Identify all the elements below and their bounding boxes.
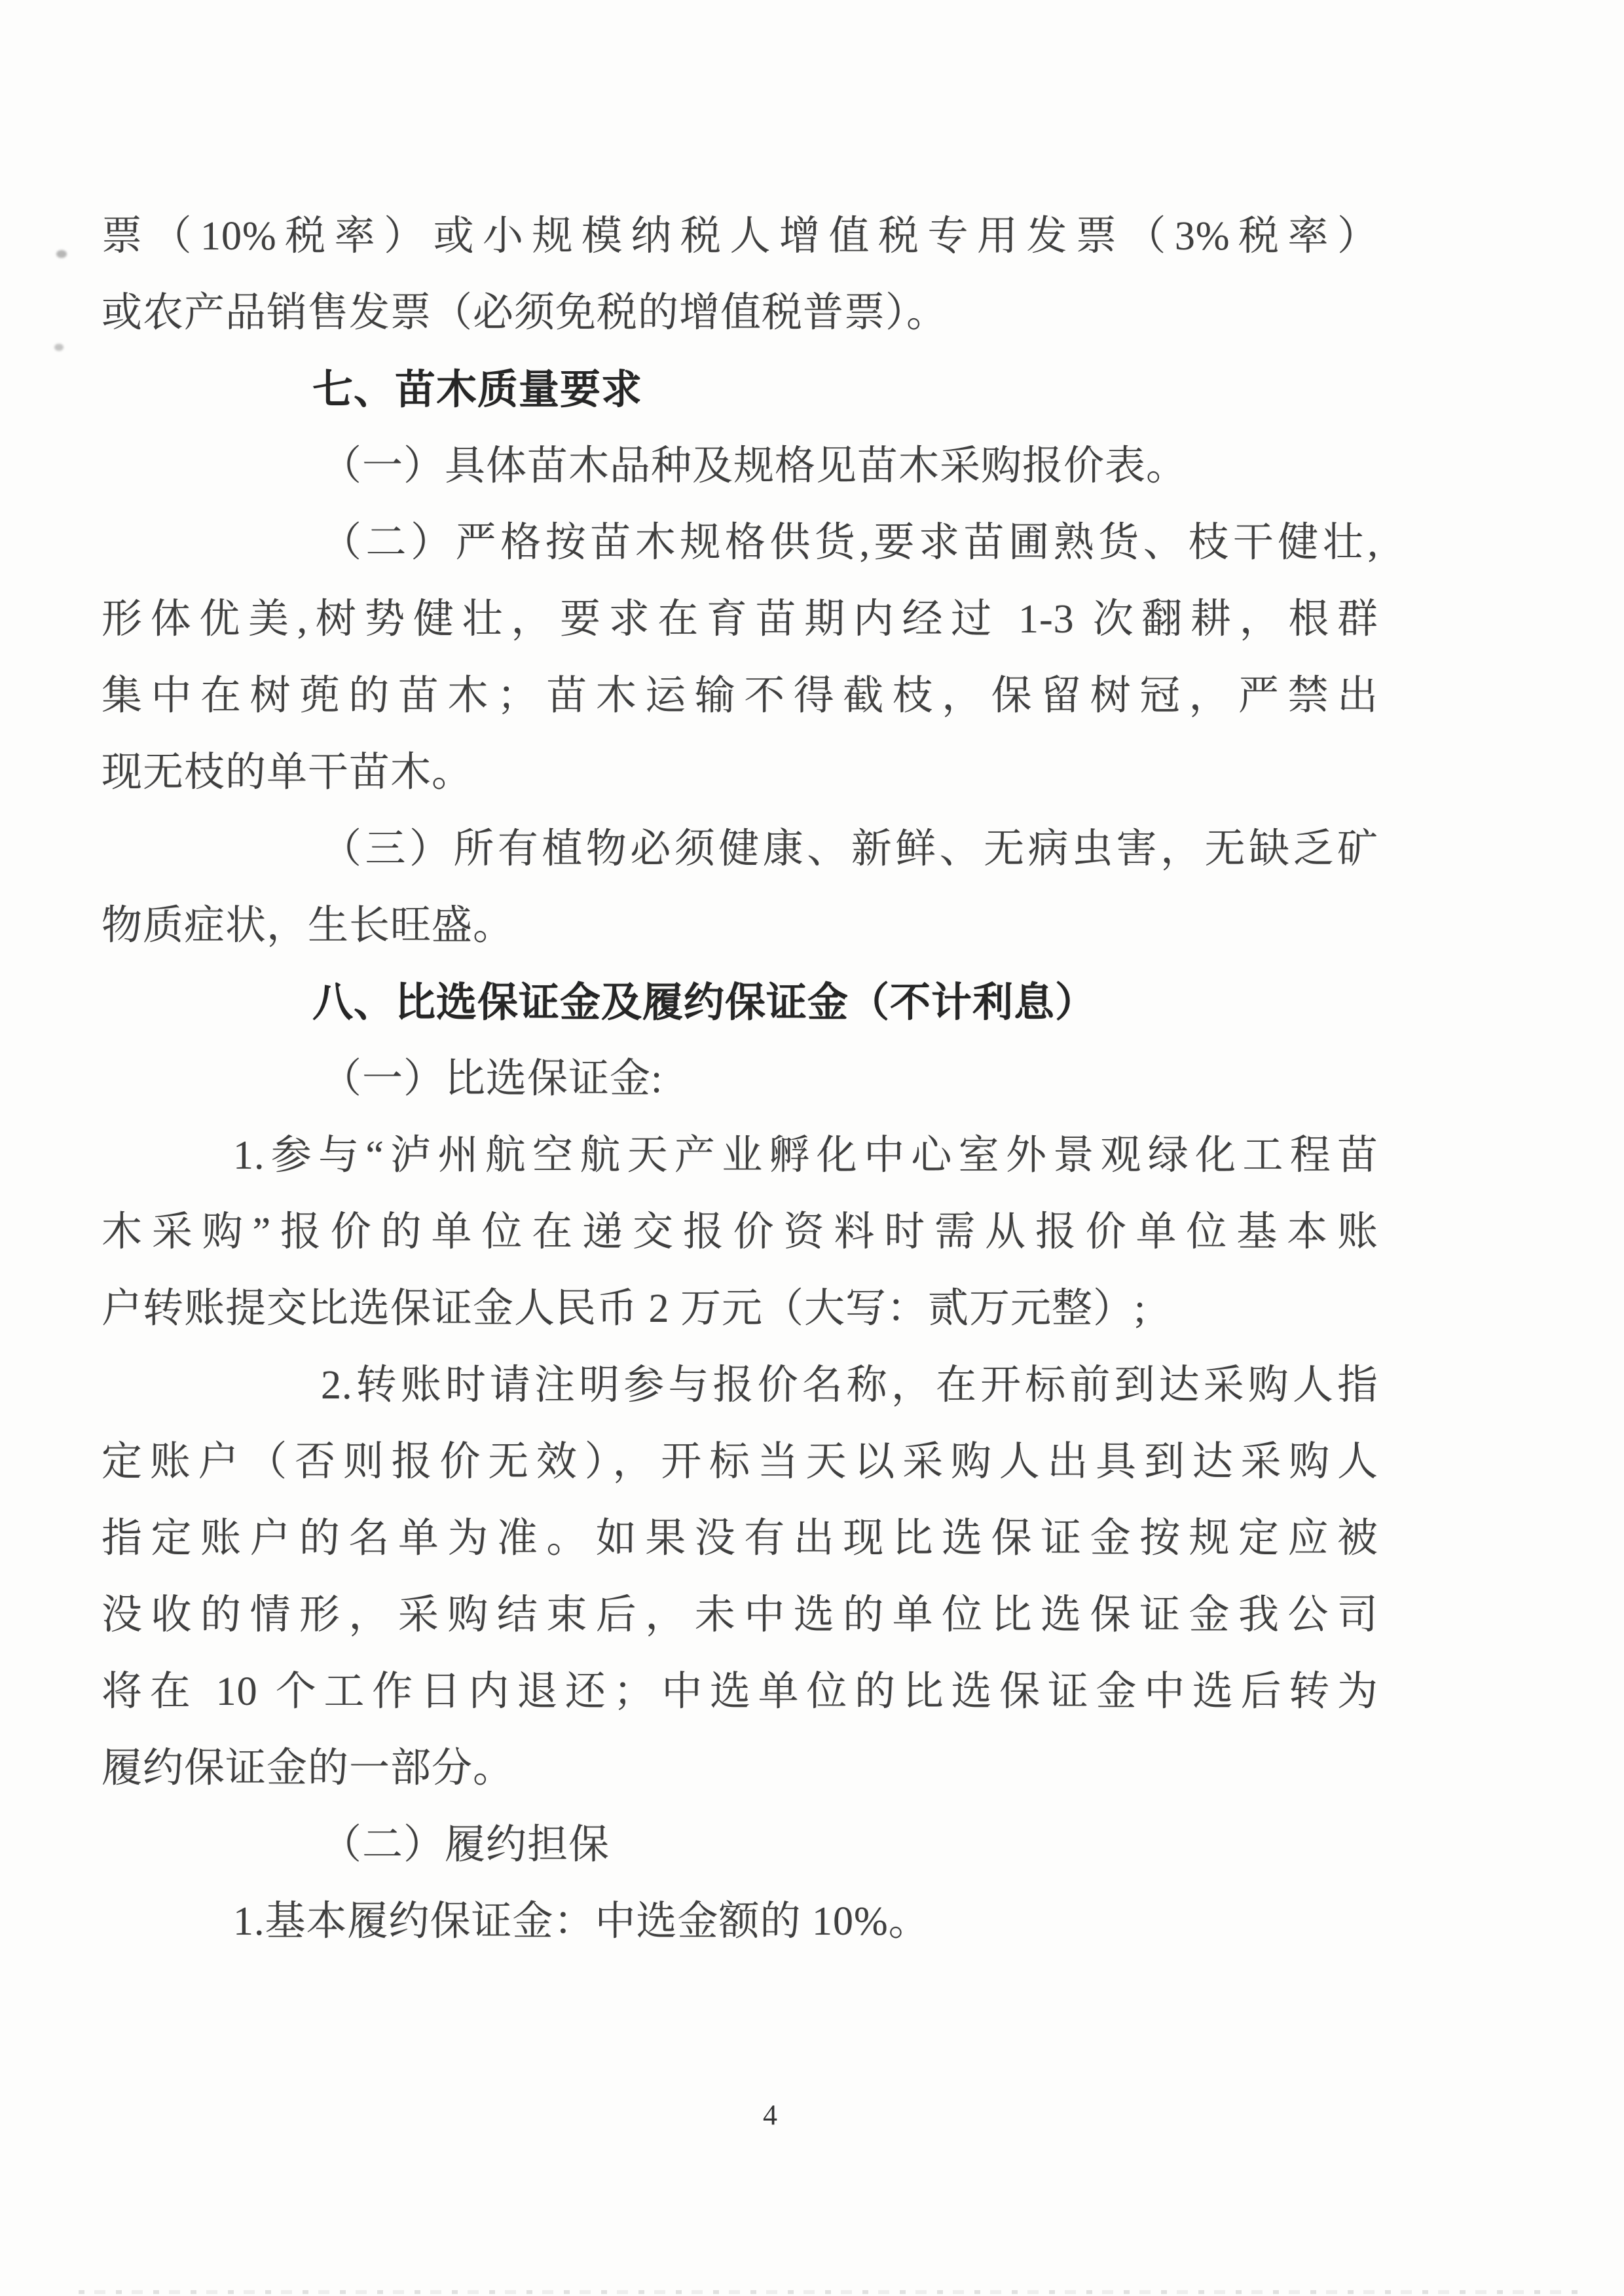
paragraph-line: 户转账提交比选保证金人民币 2 万元（大写：贰万元整）; xyxy=(101,1286,1147,1331)
paragraph-line: 票（10%税率）或小规模纳税人增值税专用发票（3%税率） xyxy=(101,214,1378,259)
paragraph-line: （三）所有植物必须健康、新鲜、无病虫害，无缺乏矿 xyxy=(321,827,1378,871)
heading-section-7: 七、苗木质量要求 xyxy=(312,367,643,412)
paragraph-line: 物质症状，生长旺盛。 xyxy=(101,903,515,948)
page-number: 4 xyxy=(763,2099,777,2131)
paragraph-line: 没收的情形，采购结束后，未中选的单位比选保证金我公司 xyxy=(101,1593,1378,1637)
paragraph-line: （一）具体苗木品种及规格见苗木采购报价表。 xyxy=(321,444,1188,488)
scan-smudge xyxy=(54,344,64,351)
document-body xyxy=(101,198,1378,1960)
paragraph-line: 现无枝的单干苗木。 xyxy=(101,750,473,795)
scan-smudge xyxy=(56,250,67,258)
paragraph-line: 或农产品销售发票（必须免税的增值税普票）。 xyxy=(101,291,948,335)
paragraph-line: 1.基本履约保证金：中选金额的 10%。 xyxy=(233,1899,930,1944)
paragraph-line: （一）比选保证金: xyxy=(321,1057,663,1101)
paragraph-line: 集中在树蔸的苗木；苗木运输不得截枝，保留树冠，严禁出 xyxy=(101,674,1378,718)
paragraph-line: 将在 10 个工作日内退还；中选单位的比选保证金中选后转为 xyxy=(101,1669,1378,1714)
paragraph-line: 2.转账时请注明参与报价名称，在开标前到达采购人指 xyxy=(321,1363,1378,1408)
scan-noise-band xyxy=(79,2290,1585,2294)
paragraph-line: 1.参与“泸州航空航天产业孵化中心室外景观绿化工程苗 xyxy=(233,1133,1378,1178)
paragraph-line: 形体优美,树势健壮，要求在育苗期内经过 1-3 次翻耕，根群 xyxy=(101,597,1378,642)
paragraph-line: 指定账户的名单为准。如果没有出现比选保证金按规定应被 xyxy=(101,1516,1378,1561)
paragraph-line: 定账户（否则报价无效），开标当天以采购人出具到达采购人 xyxy=(101,1440,1378,1484)
paragraph-line: （二）履约担保 xyxy=(321,1823,610,1867)
heading-section-8: 八、比选保证金及履约保证金（不计利息） xyxy=(312,980,1097,1025)
paragraph-line: 履约保证金的一部分。 xyxy=(101,1746,515,1791)
paragraph-line: 木采购”报价的单位在递交报价资料时需从报价单位基本账 xyxy=(101,1210,1378,1254)
paragraph-line: （二）严格按苗木规格供货,要求苗圃熟货、枝干健壮, xyxy=(321,520,1378,565)
